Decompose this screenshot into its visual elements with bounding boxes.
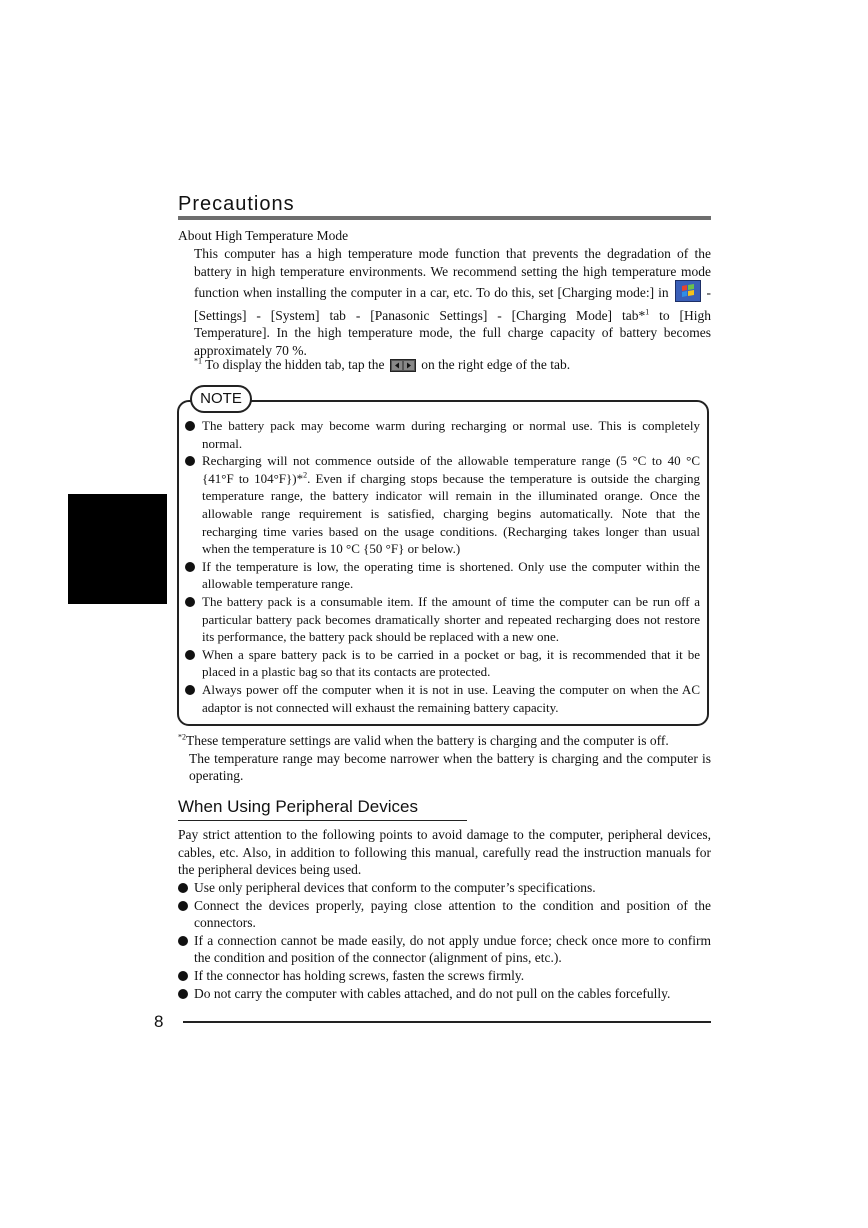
page-title: Precautions (178, 193, 295, 215)
bullet-dot (178, 971, 188, 981)
note-list (178, 417, 700, 716)
note-item-text: The battery pack may become warm during recharging or normal use. This is completely normal. (202, 418, 700, 451)
bullet-dot (178, 989, 188, 999)
bullet-dot (185, 597, 195, 607)
bullet-dot (178, 883, 188, 893)
bullet-dot (185, 456, 195, 466)
note-item-text: When a spare battery pack is to be carried in a pocket or bag, it is recommended that it be placed in a plastic bag so that its contacts are protected. (202, 646, 700, 680)
note-item (178, 593, 700, 646)
list-item (178, 932, 711, 967)
footnote-1-marker: *1 (194, 356, 202, 366)
footnote-1-text-a: To display the hidden tab, tap the (205, 357, 385, 372)
note-label: NOTE (190, 385, 252, 413)
bullet-dot (185, 650, 195, 660)
footnote-ref-1: 1 (645, 307, 650, 317)
tab-scroll-arrows-icon (390, 359, 416, 376)
peripheral-intro: Pay strict attention to the following points to avoid damage to the computer, peripheral devices, cables, etc. Also, in addition to following this manual, carefully read the instruction manuals for the peripheral devices being used. (178, 827, 711, 878)
list-item (178, 985, 711, 1003)
title-underline (178, 216, 711, 220)
footnote-2-line2: The temperature range may become narrower when the battery is charging and the computer is operating. (189, 750, 711, 784)
footnote-2-line1: These temperature settings are valid when the battery is charging and the computer is off. (186, 733, 669, 748)
page-number: 8 (154, 1012, 164, 1031)
list-item-text: Connect the devices properly, paying close attention to the condition and position of the connectors. (194, 897, 711, 931)
list-item (178, 967, 711, 985)
bullet-dot (185, 685, 195, 695)
list-item-text: If a connection cannot be made easily, do not apply undue force; check once more to confirm the condition and position of the connector (alignment of pins, etc.). (194, 932, 711, 966)
footnote-1-text-b: on the right edge of the tab. (421, 357, 571, 372)
footnote-ref-2: 2 (303, 470, 308, 480)
note-item (178, 558, 700, 593)
bullet-dot (178, 901, 188, 911)
list-item-text: If the connector has holding screws, fasten the screws firmly. (194, 967, 525, 983)
bullet-dot (185, 562, 195, 572)
footnote-2 (178, 732, 711, 785)
note-item-text: . Even if charging stops because the temperature is outside the charging temperature range, the battery indicator will remain in the illuminated orange. Once the allowable range requirement is satisfied, charging begins automatically. Note that the recharging time varies based on the usage conditions. (Recharging takes longer than usual when the temperature is 10 °C {50 °F} or below.) (202, 470, 701, 557)
intro-text-3: to [High Temperature]. In the high temperature mode, the full charge capacity of battery becomes approximately 70 %. (194, 307, 712, 358)
list-item (178, 879, 711, 897)
high-temp-paragraph (194, 245, 711, 360)
note-item-text: If the temperature is low, the operating time is shortened. Only use the computer within the allowable temperature range. (202, 558, 700, 592)
note-item (178, 452, 700, 558)
intro-text-2: - [Settings] - [System] tab - [Panasonic Settings] - [Charging Mode] tab* (194, 285, 711, 323)
footnote-1 (194, 357, 570, 376)
peripheral-heading: When Using Peripheral Devices (178, 797, 418, 816)
peripheral-heading-underline (178, 820, 467, 821)
note-item-text: The battery pack is a consumable item. If the amount of time the computer can be run off a particular battery pack becomes dramatically shorter and repeated recharging does not restore its performance, the battery pack should be replaced with a new one. (202, 593, 700, 645)
windows-start-icon (675, 280, 701, 307)
note-item (178, 417, 700, 452)
bullet-dot (185, 421, 195, 431)
intro-text-1: This computer has a high temperature mode function that prevents the degradation of the battery in high temperature environments. We recommend setting the high temperature mode function when installing the computer in a car, etc. To do this, set [Charging mode:] in (194, 246, 711, 301)
note-item-text: Always power off the computer when it is not in use. Leaving the computer on when the AC adaptor is not connected will exhaust the remaining battery capacity. (202, 681, 700, 715)
footer-rule (183, 1021, 711, 1023)
note-item (178, 646, 700, 681)
footnote-2-marker: *2 (178, 732, 186, 742)
bullet-dot (178, 936, 188, 946)
note-item (178, 681, 700, 716)
chapter-tab-marker (68, 494, 167, 604)
subsection-title: About High Temperature Mode (178, 228, 349, 243)
list-item-text: Use only peripheral devices that conform to the computer’s specifications. (194, 880, 596, 895)
peripheral-list (178, 879, 711, 1002)
list-item-text: Do not carry the computer with cables attached, and do not pull on the cables forcefully. (194, 985, 671, 1001)
list-item (178, 897, 711, 932)
note-item-text: Recharging will not commence outside of the allowable temperature range (5 °C to 40 °C {41°F to 104°F})* (202, 453, 700, 486)
